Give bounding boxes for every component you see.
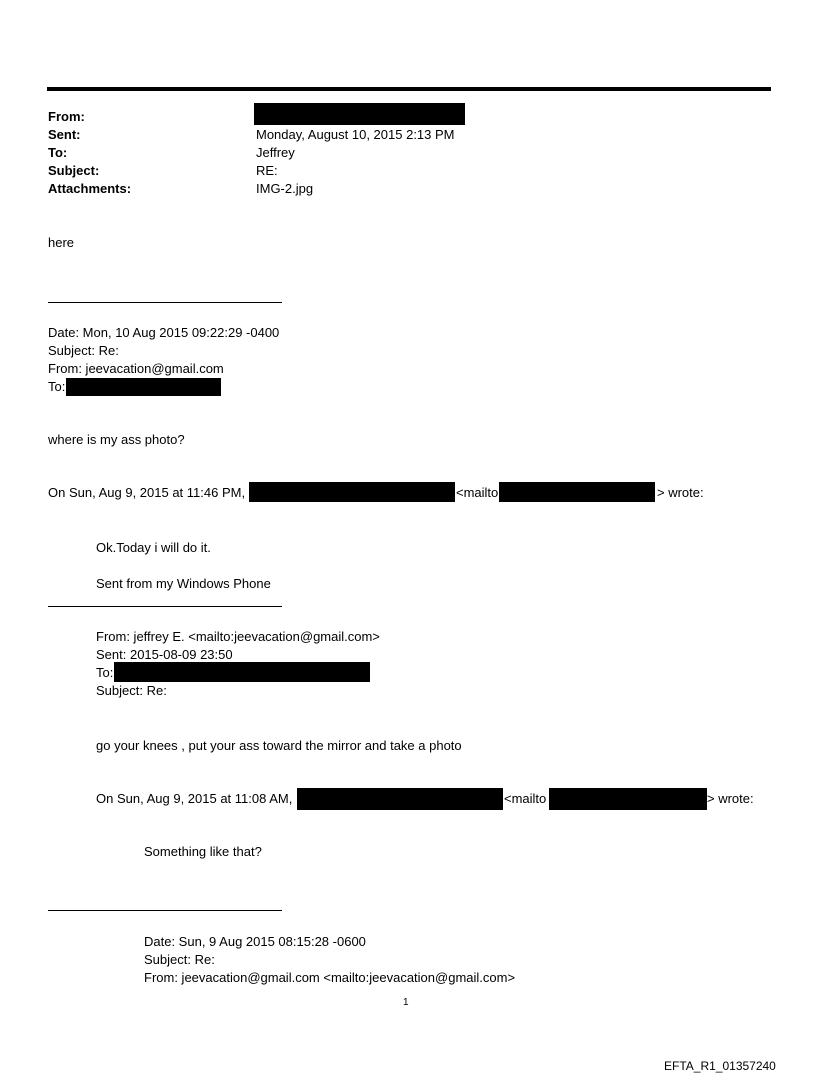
msg1-to: To: — [48, 379, 66, 394]
subject-value: RE: — [256, 163, 278, 178]
sent-label: Sent: — [48, 127, 81, 142]
document-id: EFTA_R1_01357240 — [664, 1059, 776, 1073]
msg2-from: From: jeffrey E. <mailto:jeevacation@gmail.com> — [96, 629, 380, 644]
msg1-from: From: jeevacation@gmail.com — [48, 361, 224, 376]
msg2-body: go your knees , put your ass toward the mirror and take a photo — [96, 738, 462, 753]
msg3-subject: Subject: Re: — [144, 952, 215, 967]
msg2-sent: Sent: 2015-08-09 23:50 — [96, 647, 233, 662]
quote2-mailto: <mailto — [504, 791, 547, 806]
msg1-subject: Subject: Re: — [48, 343, 119, 358]
separator-rule — [48, 910, 282, 911]
redaction-box — [114, 662, 370, 682]
redaction-box — [66, 378, 221, 396]
separator-rule — [48, 302, 282, 303]
redaction-box — [549, 788, 707, 810]
attachments-value: IMG-2.jpg — [256, 181, 314, 196]
redaction-box — [254, 103, 465, 125]
quote1-suffix: > wrote: — [657, 485, 704, 500]
header-top-rule — [47, 87, 771, 91]
sent-value: Monday, August 10, 2015 2:13 PM — [256, 127, 455, 142]
quote2-line1: Something like that? — [144, 844, 262, 859]
quote1-prefix: On Sun, Aug 9, 2015 at 11:46 PM, — [48, 485, 246, 500]
msg2-to: To: — [96, 665, 114, 680]
quote2-prefix: On Sun, Aug 9, 2015 at 11:08 AM, — [96, 791, 293, 806]
quote1-line1: Ok.Today i will do it. — [96, 540, 211, 555]
msg3-from: From: jeevacation@gmail.com <mailto:jeevacation@gmail.com> — [144, 970, 516, 985]
redaction-box — [249, 482, 455, 502]
separator-rule — [48, 606, 282, 607]
attachments-label: Attachments: — [48, 181, 132, 196]
body-text: here — [48, 235, 75, 250]
quote1-mailto: <mailto — [456, 485, 499, 500]
redaction-box — [499, 482, 655, 502]
to-label: To: — [48, 145, 68, 160]
msg2-subject: Subject: Re: — [96, 683, 167, 698]
quote2-suffix: > wrote: — [707, 791, 754, 806]
subject-label: Subject: — [48, 163, 100, 178]
msg3-date: Date: Sun, 9 Aug 2015 08:15:28 -0600 — [144, 934, 366, 949]
redaction-box — [297, 788, 503, 810]
msg1-date: Date: Mon, 10 Aug 2015 09:22:29 -0400 — [48, 325, 280, 340]
msg1-body: where is my ass photo? — [48, 432, 185, 447]
to-value: Jeffrey — [256, 145, 295, 160]
from-label: From: — [48, 109, 85, 124]
quote1-line2: Sent from my Windows Phone — [96, 576, 271, 591]
page-number: 1 — [403, 997, 409, 1008]
